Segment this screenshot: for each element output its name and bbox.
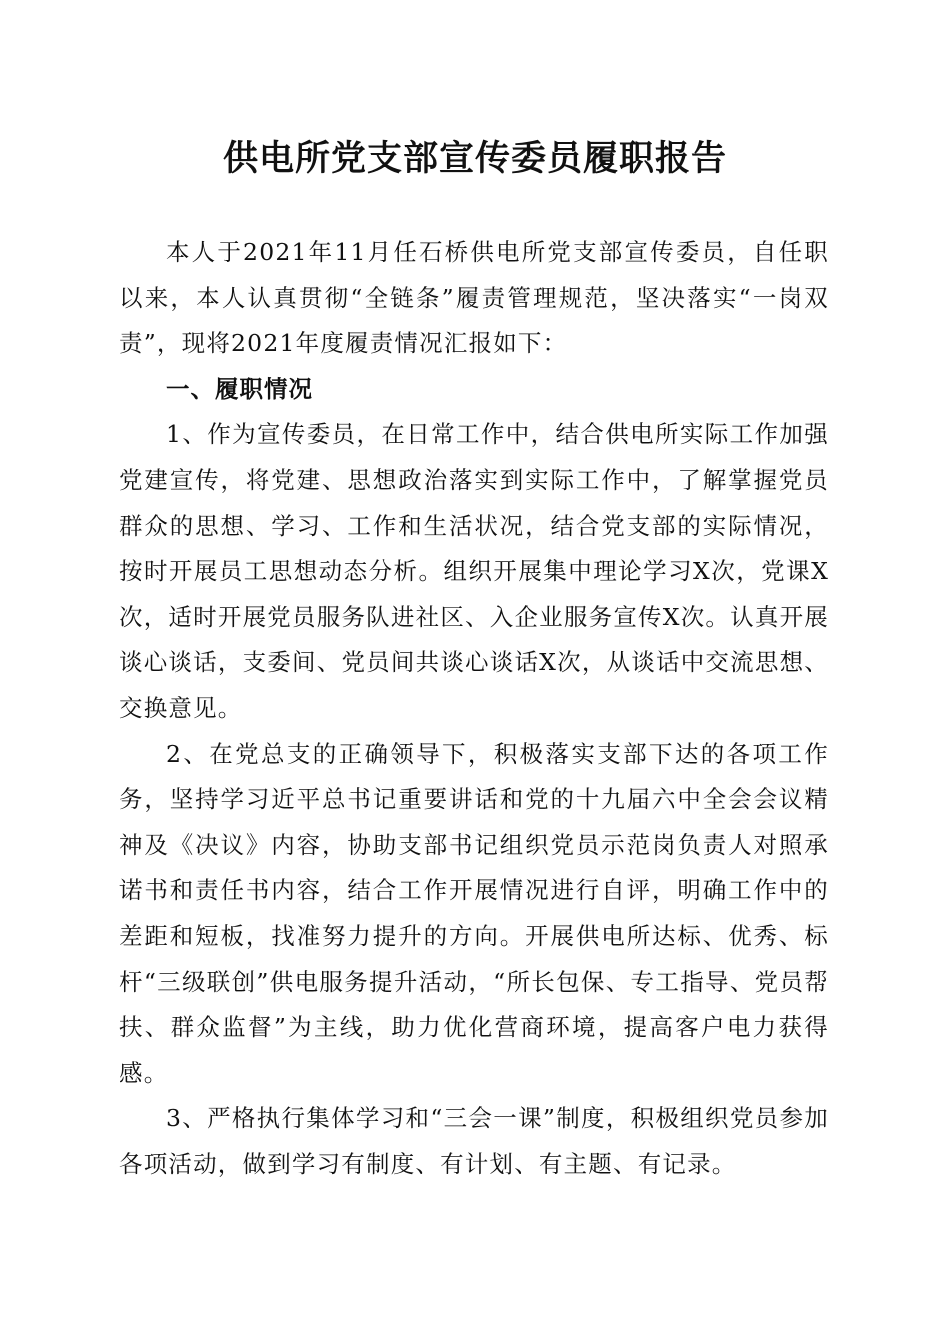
paragraph-item-2: 2、在党总支的正确领导下，积极落实支部下达的各项工作务，坚持学习近平总书记重要讲话和党的十九届六中全会会议精神及《决议》内容，协助支部书记组织党员示范岗负责人对照承诺书和责任书内容，结合工作开展情况进行自评，明确工作中的差距和短板，找准努力提升的方向。开展供电所达标、优秀、标杆“三级联创”供电服务提升活动，“所长包保、专工指导、党员帮扶、群众监督”为主线，助力优化营商环境，提高客户电力获得感。: [119, 739, 829, 1087]
intro-paragraph: 本人于2021年11月任石桥供电所党支部宣传委员，自任职以来，本人认真贯彻“全链条”履责管理规范，坚决落实“一岗双责”，现将2021年度履责情况汇报如下：: [119, 238, 829, 358]
document-body: [119, 230, 829, 1187]
document-title: 供电所党支部宣传委员履职报告: [222, 138, 727, 179]
section-heading-performance: 一、履职情况: [166, 374, 313, 403]
paragraph-item-1: 1、作为宣传委员，在日常工作中，结合供电所实际工作加强党建宣传，将党建、思想政治落实到实际工作中，了解掌握党员群众的思想、学习、工作和生活状况，结合党支部的实际情况，按时开展员工思想动态分析。组织开展集中理论学习X次，党课X次，适时开展党员服务队进社区、入企业服务宣传X次。认真开展谈心谈话，支委间、党员间共谈心谈话X次，从谈话中交流思想、交换意见。: [119, 420, 829, 722]
paragraph-item-3: 3、严格执行集体学习和“三会一课”制度，积极组织党员参加各项活动，做到学习有制度、有计划、有主题、有记录。: [119, 1104, 829, 1178]
